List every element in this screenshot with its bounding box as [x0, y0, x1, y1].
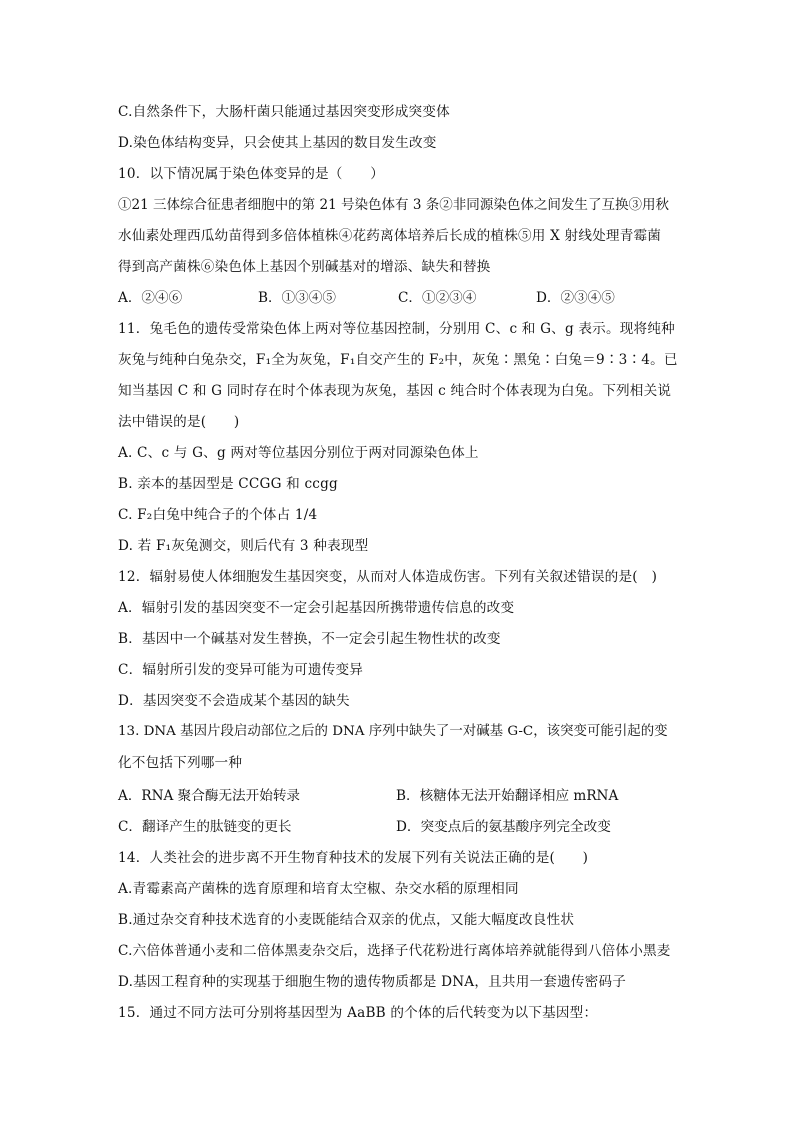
q14-option-a: A.青霉素高产菌株的选育原理和培育太空椒、杂交水稻的原理相同 — [118, 881, 519, 897]
q14-option-b: B.通过杂交育种技术选育的小麦既能结合双亲的优点，又能大幅度改良性状 — [118, 912, 575, 928]
q10-item-line-2: 水仙素处理西瓜幼苗得到多倍体植株④花药离体培养后长成的植株⑤用 X 射线处理青霉菌 — [118, 228, 662, 244]
q11-stem-line-3: 知当基因 C 和 G 同时存在时个体表现为灰兔，基因 c 纯合时个体表现为白兔。下列相关说 — [118, 383, 672, 399]
q12-option-c: C．辐射所引发的变异可能为可遗传变异 — [118, 662, 364, 678]
q12-option-a: A．辐射引发的基因突变不一定会引起基因所携带遗传信息的改变 — [118, 600, 515, 616]
q14-option-d: D.基因工程育种的实现基于细胞生物的遗传物质都是 DNA，且共用一套遗传密码子 — [118, 974, 627, 990]
q15-stem: 15．通过不同方法可分别将基因型为 AaBB 的个体的后代转变为以下基因型： — [118, 1005, 598, 1021]
q9-option-d: D.染色体结构变异，只会使其上基因的数目发生改变 — [118, 135, 437, 151]
q10-option-b: B．①③④⑤ — [258, 290, 336, 306]
q11-option-a: A. C、c 与 G、g 两对等位基因分别位于两对同源染色体上 — [118, 445, 479, 461]
q14-option-c: C.六倍体普通小麦和二倍体黑麦杂交后，选择子代花粉进行离体培养就能得到八倍体小黑麦 — [118, 943, 671, 959]
q10-item-line-3: 得到高产菌株⑥染色体上基因个别碱基对的增添、缺失和替换 — [118, 259, 491, 275]
q12-stem: 12．辐射易使人体细胞发生基因突变，从而对人体造成伤害。下列有关叙述错误的是( ) — [118, 569, 658, 585]
q13-stem-line-1: 13. DNA 基因片段启动部位之后的 DNA 序列中缺失了一对碱基 G-C，该突变可能引起的变 — [118, 724, 668, 739]
q12-option-d: D．基因突变不会造成某个基因的缺失 — [118, 693, 350, 709]
q10-stem: 10．以下情况属于染色体变异的是（ ） — [118, 166, 384, 182]
q13-stem-line-2: 化不包括下列哪一种 — [118, 755, 243, 771]
q13-option-b: B．核糖体无法开始翻译相应 mRNA — [396, 788, 619, 804]
q9-option-c: C.自然条件下，大肠杆菌只能通过基因突变形成突变体 — [118, 104, 450, 120]
q14-stem: 14．人类社会的进步离不开生物育种技术的发展下列有关说法正确的是( ) — [118, 850, 589, 866]
q11-option-d: D. 若 F₁灰兔测交，则后代有 3 种表现型 — [118, 538, 369, 554]
q13-option-d: D．突变点后的氨基酸序列完全改变 — [396, 819, 611, 835]
q10-option-a: A．②④⑥ — [118, 290, 183, 306]
q11-stem-line-4: 法中错误的是( ) — [118, 414, 240, 430]
q10-option-d: D．②③④⑤ — [536, 290, 615, 306]
q10-option-c: C．①②③④ — [398, 290, 477, 306]
q11-option-b: B. 亲本的基因型是 CCGG 和 ccgg — [118, 476, 338, 492]
q12-option-b: B．基因中一个碱基对发生替换，不一定会引起生物性状的改变 — [118, 631, 501, 647]
q10-item-line-1: ①21 三体综合征患者细胞中的第 21 号染色体有 3 条②非同源染色体之间发生了互换③用秋 — [118, 197, 670, 213]
q11-stem-line-2: 灰兔与纯种白兔杂交，F₁全为灰兔，F₁自交产生的 F₂中，灰兔∶黑兔∶白兔＝9∶3∶4。已 — [118, 352, 678, 368]
q11-option-c: C. F₂白兔中纯合子的个体占 1/4 — [118, 507, 318, 523]
q13-option-a: A．RNA 聚合酶无法开始转录 — [118, 788, 301, 804]
q13-option-c: C．翻译产生的肽链变的更长 — [118, 819, 292, 835]
q11-stem-line-1: 11．兔毛色的遗传受常染色体上两对等位基因控制，分别用 C、c 和 G、g 表示。现将纯种 — [118, 321, 675, 337]
